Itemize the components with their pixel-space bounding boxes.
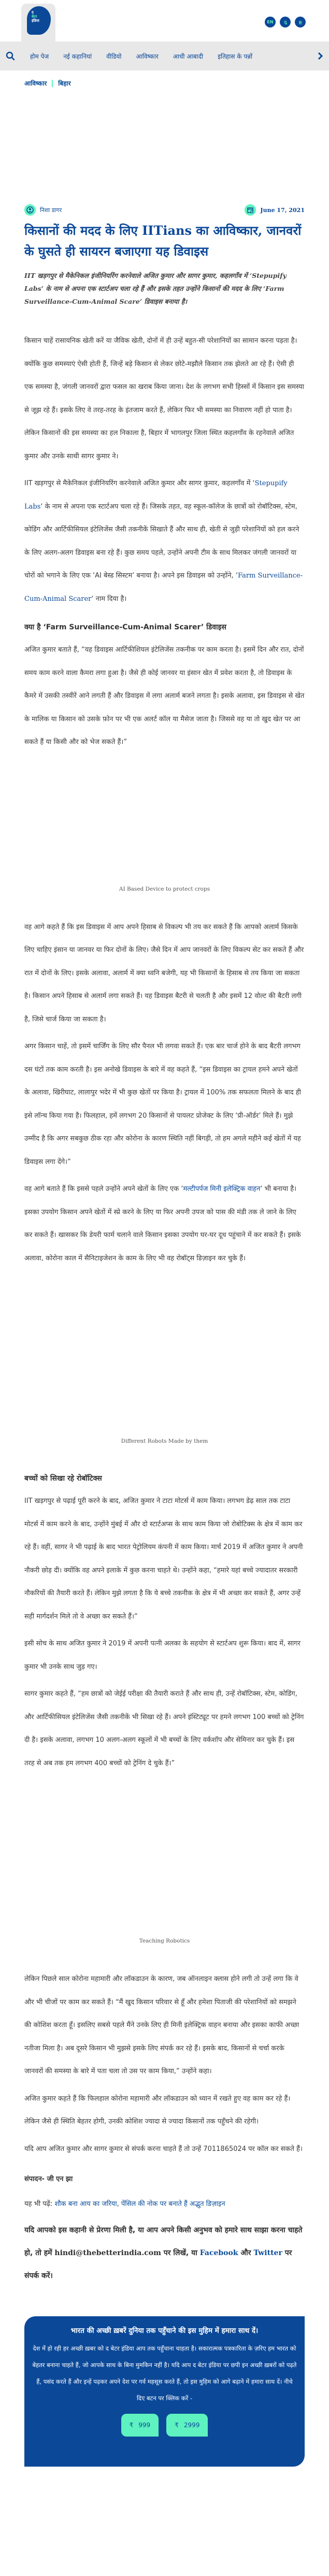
top-bar — [0, 0, 329, 41]
donate-amount: 2999 — [183, 2422, 200, 2429]
image-caption: Teaching Robotics — [139, 1938, 190, 1944]
paragraph-text: IIT खड़गपुर से मैकेनिकल इंजीनियरिंग करनेवाले अजित कुमार और सागर कुमार, कहलगाँव में ‘ — [24, 480, 255, 487]
donate-2999-button[interactable] — [166, 2414, 208, 2437]
author-info — [24, 204, 62, 216]
article-title: किसानों की मदद के लिए IITians का आविष्कार, जानवरों के घुसते ही सायरन बजाएगा यह डिवाइस — [24, 223, 302, 259]
article-meta — [24, 203, 305, 217]
facebook-link[interactable]: Facebook — [199, 2249, 238, 2257]
article-image — [24, 754, 305, 884]
page-bottom-spacer — [24, 2467, 305, 2501]
paragraph-text: ‘ नाम दिया है। — [91, 595, 127, 603]
calendar-icon — [245, 204, 256, 216]
image-caption: Different Robots Made by them — [121, 1438, 208, 1444]
nav-item-new-stories[interactable]: नई कहानियां — [63, 52, 92, 60]
article-paragraph — [24, 1178, 305, 1270]
site-header — [0, 0, 329, 71]
nav-item-women[interactable]: आधी आबादी — [173, 52, 204, 60]
nav-item-innovation[interactable]: आविष्कार — [136, 52, 159, 60]
breadcrumb-separator — [52, 80, 53, 87]
mini-electric-vehicle-link[interactable]: मल्टीपर्पज मिनी इलेक्ट्रिक वाहन — [183, 1185, 261, 1193]
article-paragraph: किसान चाहें रासायनिक खेती करें या जैविक खेती, दोनों में ही उन्हें बहुत-सी परेशानियों का सामान करना पड़ता है। क्योंकि कुछ समस्याएं ऐसी होती हैं, जिन्हें बड़े किसान से लेकर छोटे-मझौले किसान तक झेलते आ रहे हैं। ऐसी ही एक समस्या है, जंगली जानवरों द्वारा फसल का खराब किया जाना। देश के लगभग सभी हिस्सों में किसान इस समस्या से जूझ रहे हैं। इसके लिए वे तरह-तरह के इंतजाम करते हैं, लेकिन फिर भी समस्या का निवारण नहीं हो पाता है। लेकिन किसानों की इस समस्या का हल निकाला है, बिहार में भागलपुर जिला स्थित कहलगाँव के रहनेवाले अजित कुमार और उनके साथी सागर कुमार ने। — [24, 337, 304, 460]
language-gujarati-button[interactable]: ગુ — [280, 17, 291, 27]
article-paragraph: अजित कुमार बताते हैं, “यह डिवाइस आर्टिफीशियल इंटेलिजेंस तकनीक पर काम करता है। इसमें दिन और रात, दोनों समय काम करने वाला कैमरा लगा हुआ है। जैसे ही कोई जानवर या इंसान खेत में प्रवेश करता है, तो डिवाइस के कैमरे में उसकी तस्वीरें आने लगती हैं और डिवाइस में लगा अलार्म बजने लगता है। इसके अलावा, इस डिवाइस से खेत के मालिक या किसान को उसके फ़ोन पर भी एक अलर्ट कॉल या मैसेज जाता है। जिससे वह या तो खुद खेत पर आ सकते हैं या किसी और को भेज सकते हैं।” — [24, 646, 305, 746]
paragraph-text: वह आगे बताते हैं कि इससे पहले उन्होंने अपने खेतों के लिए एक ‘ — [24, 1185, 183, 1193]
section-heading: बच्चों को सिखा रहे रोबॉटिक्स — [24, 1474, 102, 1483]
article-paragraph — [24, 472, 305, 611]
logo-line-1: द — [32, 10, 34, 15]
logo-tab — [21, 4, 55, 42]
article-subtitle: IIT खड़गपुर से मैकेनिकल इंजीनियरिंग करनेवाले अजित कुमार और सागर कुमार, कहलगाँव में ‘Stepupify Labs’ के नाम से अपना एक स्टार्टअप चला रहे हैं और इसके तहत उन्होंने किसानों की मदद के लिए ‘Farm Surveillance-Cum-Animal Scare’ डिवाइस बनाया है। — [24, 272, 287, 305]
donation-box — [24, 2316, 305, 2467]
logo-line-3: इंडिया — [32, 19, 39, 23]
also-read-label: यह भी पढ़ें: — [24, 2200, 55, 2208]
article-paragraph: यदि आप अजित कुमार और सागर कुमार से संपर्क करना चाहते हैं तो उन्हें 7011865024 पर कॉल कर सकते हैं। — [24, 2145, 303, 2153]
nav-item-home[interactable]: होम पेज — [30, 52, 49, 60]
cta-text: पर संपर्क करें। — [24, 2249, 292, 2280]
stepupify-labs-link[interactable]: Stepupify Labs — [24, 480, 288, 511]
article-paragraph: इसी सोच के साथ अजित कुमार ने 2019 में अपनी पत्नी अलका के सहयोग से स्टार्टअप शुरू किया। बाद में, सागर कुमार भी उनके साथ जुड़ गए। — [24, 1640, 301, 1671]
rupee-icon: ₹ — [175, 2422, 179, 2429]
contact-email: hindi@thebetterindia.com — [54, 2249, 161, 2257]
share-story-cta — [24, 2219, 305, 2287]
donate-999-button[interactable] — [121, 2414, 159, 2437]
nav-item-history[interactable]: इतिहास के पन्नों — [218, 52, 253, 60]
article-paragraph: अगर किसान चाहें, तो इसमें चार्जिंग के लिए सौर पैनल भी लगवा सकते हैं। एक बार चार्ज होने के बाद बैटरी लगभग दस घंटों तक काम करती है। इस अनोखे डिवाइस के बारे में वह कहते हैं, “इस डिवाइस का ट्रायल हमने अपने खेतों के अलावा, खिरीघाट, लालापुर भदेर में भी कुछ खेतों पर किया है। ट्रायल में 100% तक सफलता मिलने के बाद ही इसे लॉन्च किया गया है। फिलहाल, हमें लगभग 20 किसानों से पायलट प्रोजेक्ट के लिए ‘प्री-ऑर्डर’ मिले हैं। मुझे उम्मीद है कि अगर सबकुछ ठीक रहा और कोरोना के कारण स्थिति नहीं बिगड़ी, तो हम अगले महीने कई खेतों में यह डिवाइस लगा देंगे।” — [24, 1043, 302, 1166]
article-paragraph: IIT खड़गपुर से पढ़ाई पूरी करने के बाद, अजित कुमार ने टाटा मोटर्स में काम किया। लगभग डेढ़ साल तक टाटा मोटर्स में काम करने के बाद, उन्होंने मुंबई में और दो स्टार्टअप्स के साथ काम किया जो रोबोटिक्स के क्षेत्र में काम कर रहे हैं। वहीं, सागर ने भी पढ़ाई के बाद भारत पेट्रोलियम कंपनी में काम किया। मार्च 2019 में अजित कुमार ने अपनी नौकरी छोड़ दी। क्योंकि वह अपने इलाके में कुछ करना चाहते थे। उन्होंने कहा, “हमारे यहां बच्चे ज्यादातर सरकारी नौकरियों की तैयारी करते हैं। लेकिन मुझे लगता है कि ये बच्चे तकनीक के क्षेत्र में भी अच्छा कर सकते हैं, अगर उन्हें सही मार्गदर्शन मिले तो वे अच्छा कर सकते हैं।” — [24, 1497, 303, 1621]
language-malayalam-button[interactable]: ഉ — [295, 17, 306, 27]
breadcrumb-category[interactable]: आविष्कार — [24, 80, 47, 87]
nav-items — [30, 52, 316, 61]
paragraph-text: ‘ के नाम से अपना एक स्टार्टअप चला रहे हैं। जिसके तहत, वह स्कूल-कॉलेज के छात्रों को रोबॉटिक्स, स्टेम, कोडिंग और आर्टिफीसियल इंटेलिजेंस जैसी तकनीकें सिखाते हैं और साथ ही, खेती से जुड़ी परेशानियों को हल करने के लिए अलग-अलग डिवाइस बना रहे हैं। कुछ समय पहले, उन्होंने अपनी टीम के साथ मिलकर जंगली जानवरों या चोरों को भगाने के लिए एक ‘AI बेस्ड सिस्टम’ बनाया है। अपने इस डिवाइस को उन्होंने, ‘ — [24, 502, 299, 580]
also-read — [24, 2194, 305, 2215]
breadcrumb — [24, 79, 305, 88]
cta-text: पर लिखें, या — [161, 2249, 200, 2257]
user-icon — [24, 204, 36, 216]
paragraph-text: ‘ भी बनाया है। इसका उपयोग किसान अपने खेतों में स्प्रे करने के लिए या फिर अपनी उपज को पास की मंडी तक ले जाने के लिए कर सकते हैं। खासकर कि डेयरी फार्म चलाने वाले किसान इसका उपयोग घर-घर दूध पहुंचाने में कर सकते हैं। इसके अलावा, कोरोना काल में सैनिटाइजेशन के काम के लिए भी वह रोबॉट्स डिज़ाइन कर चुके हैं। — [24, 1185, 301, 1262]
breadcrumb-region[interactable]: बिहार — [58, 80, 71, 87]
publish-date — [245, 204, 305, 216]
article-paragraph: लेकिन पिछले साल कोरोना महामारी और लॉकडाउन के कारण, जब ऑनलाइन क्लास होने लगी तो उन्हें लगा कि वे और भी चीजों पर काम कर सकते हैं। “मैं खुद किसान परिवार से हूँ और हमेशा पिताजी की परेशानियों को समझने की कोशिश करता हूँ। इसलिए सबसे पहले मैंने उनके लिए ही मिनी इलेक्ट्रिक वाहन बनाया और इसका काफी अच्छा नतीजा मिला है। अब दूसरे किसान भी मुझसे इसके लिए संपर्क कर रहे हैं। इसके बाद, किसानों से चर्चा करके जानवरों की समस्या के बारे में पता चला तो उस पर काम किया,” उन्होंने कहा। — [24, 1975, 299, 2075]
donation-buttons — [32, 2414, 297, 2437]
donation-heading: भारत की अच्छी ख़बरें दुनिया तक पहुँचाने की इस मुहिम में हमारा साथ दें। — [70, 2327, 259, 2335]
nav-scroll-right-button[interactable] — [316, 52, 325, 60]
language-english-button[interactable]: EN — [265, 17, 276, 27]
article-container — [0, 79, 329, 2501]
cta-text: और — [238, 2249, 254, 2257]
publish-date-text: June 17, 2021 — [260, 206, 305, 214]
main-nav — [0, 41, 329, 71]
author-name[interactable]: निशा डागर — [40, 206, 62, 214]
search-button[interactable] — [4, 50, 17, 62]
editor-credit: संपादन- जी एन झा — [24, 2175, 73, 2183]
section-heading: क्या है ‘Farm Surveillance-Cum-Animal Scarer’ डिवाइस — [24, 623, 227, 631]
donate-amount: 999 — [138, 2422, 151, 2429]
article-paragraph: अजित कुमार कहते हैं कि फिलहाल कोरोना महामारी और लॉकडाउन को ध्यान में रखते हुए वह काम कर रहे हैं। लेकिन जैसे ही स्थिति बेहतर होगी, उनकी कोशिश ज्यादा से ज्यादा किसानों तक पहुँचने की रहेगी। — [24, 2094, 291, 2125]
image-caption: AI Based Device to protect crops — [119, 885, 210, 892]
article-paragraph: सागर कुमार कहते हैं, “हम छात्रों को जेईई परीक्षा की तैयारी कराते हैं और साथ ही, उन्हें रोबॉटिक्स, स्टेम, कोडिंग, और आर्टिफीसियल इंटेलिजेंस जैसी तकनीकें भी सिखा रहे हैं। अपने इंस्टिट्यूट पर हमने लगभग 100 बच्चों को ट्रेनिंग दी है। इसके अलावा, लगभग 10 अलग-अलग स्कूलों में भी बच्चों के लिए वर्कशॉप और सेमिनार कर चुके हैं। इस तरह से अब तक हम लगभग 400 बच्चों को ट्रेनिंग दे चुके हैं।” — [24, 1690, 304, 1767]
twitter-link[interactable]: Twitter — [253, 2249, 282, 2257]
language-switcher — [265, 17, 306, 27]
article-image — [24, 1270, 305, 1436]
rupee-icon: ₹ — [129, 2422, 134, 2429]
farm-surveillance-link[interactable]: Farm Surveillance-Cum-Animal Scarer — [24, 572, 303, 603]
search-icon — [6, 51, 15, 61]
nav-item-videos[interactable]: वीडियो — [106, 52, 122, 60]
site-logo[interactable] — [27, 6, 51, 35]
chevron-right-icon — [318, 52, 323, 60]
also-read-link[interactable]: शौक बना आय का जरिया, पेंसिल की नोक पर बनाते हैं अद्भुत डिज़ाइन — [54, 2200, 225, 2208]
donation-description: देश में हो रही हर अच्छी ख़बर को द बेटर इंडिया आप तक पहुँचाना चाहता है। सकारात्मक पत्रकारिता के ज़रिए हम भारत को बेहतर बनाना चाहते हैं, जो आपके साथ के बिना मुमकिन नहीं है। यदि आप द बेटर इंडिया पर छपी इन अच्छी ख़बरों को पढ़ते हैं, पसंद करते हैं और इन्हें पढ़कर अपने देश पर गर्व महसूस करते हैं, तो इस मुहिम को आगे बढ़ाने में हमारा साथ दें। नीचे दिए बटन पर क्लिक करें - — [32, 2345, 297, 2402]
logo-line-2: बेटर — [32, 15, 37, 19]
cta-text: यदि आपको इस कहानी से प्रेरणा मिली है, या आप अपने किसी अनुभव को हमारे साथ साझा करना चाहते हो, तो हमें — [24, 2226, 303, 2257]
article-image — [24, 1775, 305, 1936]
article-paragraph: वह आगे कहते हैं कि इस डिवाइस में आप अपने हिसाब से विकल्प भी तय कर सकते हैं कि आपको अलार्म किसके लिए चाहिए इंसान या जानवर या फिर दोनों के लिए। जैसे दिन में आप जानवरों के लिए विकल्प सेट कर सकते हैं और रात में दोनों के लिए। इसके अलावा, अलार्म में क्या ध्वनि बजेगी, यह भी किसानों के हिसाब से तय किया जा सकता है। किसान अपने हिसाब से अलार्म लगा सकते हैं। यह डिवाइस बैटरी से चलती है और इसमें 12 वोल्ट की बैटरी लगी है, जिसे चार्ज किया जा सकता है। — [24, 923, 304, 1023]
